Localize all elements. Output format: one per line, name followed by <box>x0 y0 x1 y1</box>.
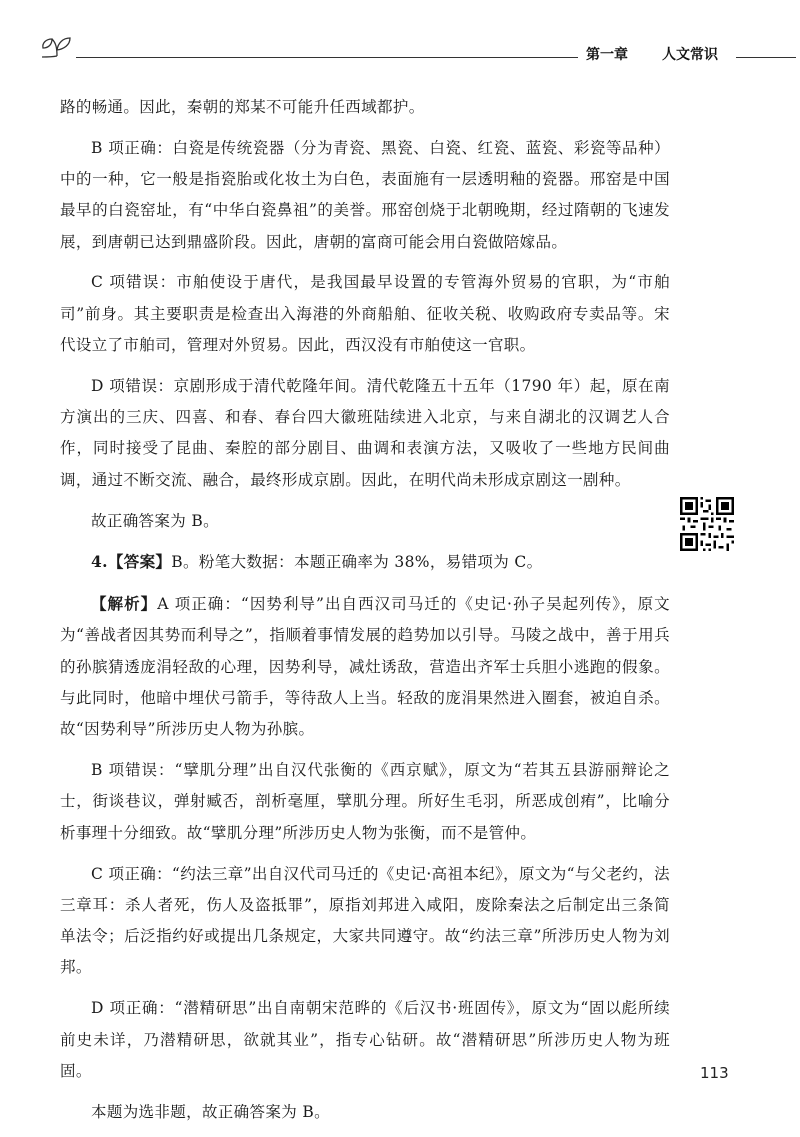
paragraph-analysis-d: D 项正确：“潜精研思”出自南朝宋范晔的《后汉书·班固传》，原文为“固以彪所续前史未详，乃潜精研思，欲就其业”，指专心钻研。故“潜精研思”所涉历史人物为班固。 <box>60 999 670 1080</box>
page-body <box>60 92 670 1137</box>
paragraph-analysis-a <box>60 588 670 745</box>
paragraph-continuation: 路的畅通。因此，秦朝的郑某不可能升任西域都护。 <box>60 98 425 116</box>
paragraph-option-b: B 项正确：白瓷是传统瓷器（分为青瓷、黑瓷、白瓷、红瓷、蓝瓷、彩瓷等品种）中的一种，它一般是指瓷胎或化妆土为白色，表面施有一层透明釉的瓷器。邢窑是中国最早的白瓷窑址，有“中华白瓷鼻祖”的美誉。邢窑创烧于北朝晚期，经过隋朝的飞速发展，到唐朝已达到鼎盛阶段。因此，唐朝的富商可能会用白瓷做陪嫁品。 <box>60 138 670 251</box>
paragraph-option-d: D 项错误：京剧形成于清代乾隆年间。清代乾隆五十五年（1790 年）起，原在南方演出的三庆、四喜、和春、春台四大徽班陆续进入北京，与来自湖北的汉调艺人合作，同时接受了昆曲、秦腔的部分剧目、曲调和表演方法，又吸收了一些地方民间曲调，通过不断交流、融合，最终形成京剧。因此，在明代尚未形成京剧这一剧种。 <box>60 376 670 489</box>
header-rule-right <box>736 57 796 58</box>
paragraph-analysis-c: C 项正确：“约法三章”出自汉代司马迁的《史记·高祖本纪》，原文为“与父老约，法三章耳：杀人者死，伤人及盗抵罪”，原指刘邦进入咸阳，废除秦法之后制定出三条简单法令；后泛指约好或提出几条规定，大家共同遵守。故“约法三章”所涉历史人物为刘邦。 <box>60 864 670 977</box>
page-header <box>0 0 800 80</box>
paragraph-conclusion: 故正确答案为 B。 <box>91 511 219 530</box>
answer-text: B。粉笔大数据：本题正确率为 38%，易错项为 C。 <box>171 553 543 572</box>
paragraph-analysis-b: B 项错误：“擘肌分理”出自汉代张衡的《西京赋》，原文为“若其五县游丽辩论之士，街谈巷议，弹射臧否，剖析毫厘，擘肌分理。所好生毛羽，所恶成创痏”，比喻分析事理十分细致。故“擘肌分理”所涉历史人物为张衡，而不是管仲。 <box>60 761 670 842</box>
paragraph-answer-4 <box>60 546 670 578</box>
page-number: 113 <box>700 1064 729 1082</box>
header-rule <box>76 57 578 58</box>
paragraph-final: 本题为选非题，故正确答案为 B。 <box>91 1102 330 1121</box>
chapter-label: 第一章 <box>586 47 628 63</box>
analysis-label: 【解析】 <box>91 594 158 614</box>
qr-code-icon[interactable] <box>680 497 734 551</box>
chapter-title: 人文常识 <box>662 47 718 63</box>
paragraph-option-c: C 项错误：市舶使设于唐代，是我国最早设置的专管海外贸易的官职，为“市舶司”前身。其主要职责是检查出入海港的外商船舶、征收关税、收购政府专卖品等。宋代设立了市舶司，管理对外贸易。因此，西汉没有市舶使这一官职。 <box>60 273 670 355</box>
analysis-text: A 项正确：“因势利导”出自西汉司马迁的《史记·孙子吴起列传》，原文为“善战者因其势而利导之”，指顺着事情发展的趋势加以引导。马陵之战中，善于用兵的孙膑猜透庞涓轻敌的心理，因势利导，减灶诱敌，营造出齐军士兵胆小逃跑的假象。与此同时，他暗中埋伏弓箭手，等待敌人上当。轻敌的庞涓果然进入圈套，被迫自杀。故“因势利导”所涉历史人物为孙膑。 <box>60 595 670 739</box>
answer-label: 4.【答案】 <box>91 552 172 572</box>
leaf-sprout-icon <box>40 30 74 60</box>
